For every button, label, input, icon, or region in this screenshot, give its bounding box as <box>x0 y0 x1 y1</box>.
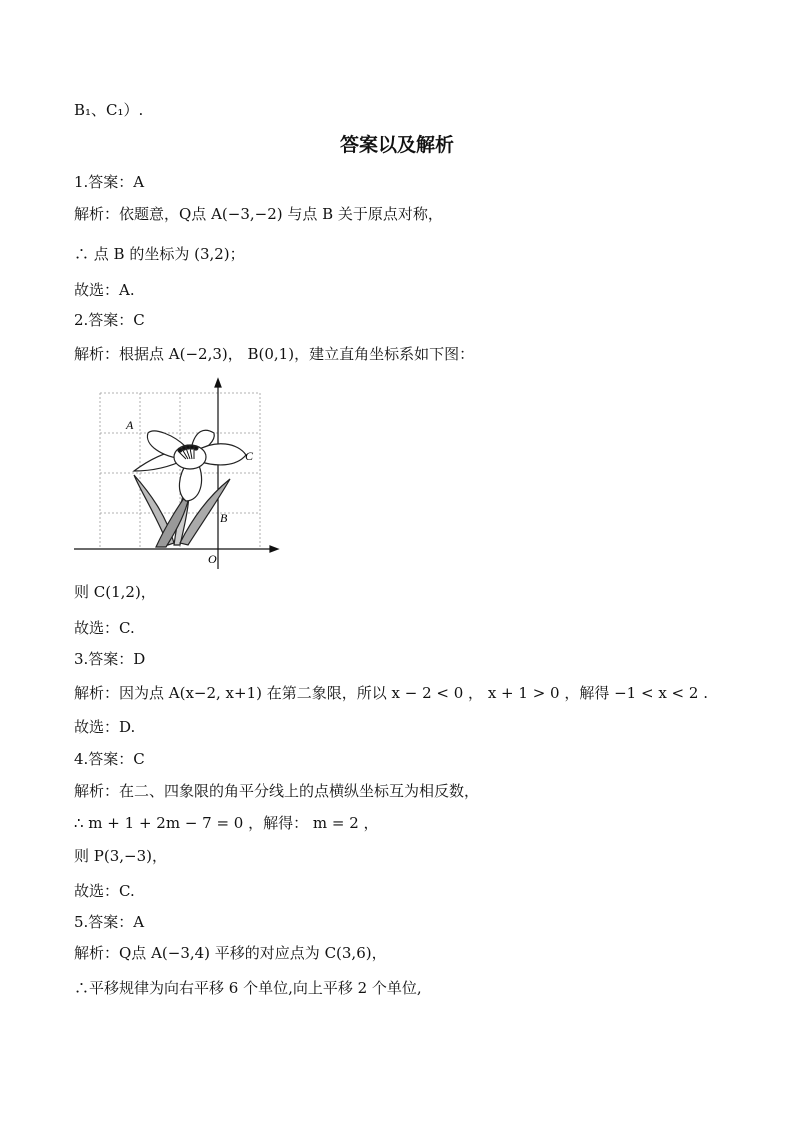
answer-5-analysis: 解析：Q点 A(−3,4) 平移的对应点为 C(3,6)， <box>74 944 387 962</box>
origin-label-o: O <box>208 552 217 566</box>
answer-5-translation-rule: ∴平移规律为向右平移 6 个单位,向上平移 2 个单位, <box>74 979 422 997</box>
answer-3-choice: 故选：D. <box>74 718 136 736</box>
answer-1-analysis: 解析：依题意，Q点 A(−3,−2) 与点 B 关于原点对称， <box>74 205 443 223</box>
answer-3-analysis: 解析：因为点 A(x−2, x+1) 在第二象限，所以 x − 2 < 0 ， x + 1 > 0 ，解得 −1 < x < 2 . <box>74 684 708 702</box>
point-label-b: B <box>220 511 228 525</box>
flower-trumpet <box>174 445 206 469</box>
text-line-prev-answer-tail: B₁、C₁）. <box>74 101 144 119</box>
answer-1-choice: 故选：A. <box>74 281 135 299</box>
section-title: 答案以及解析 <box>339 134 454 156</box>
answer-2-conclusion: 则 C(1,2)， <box>74 583 156 601</box>
point-label-a: A <box>126 418 134 432</box>
coordinate-flower-figure <box>70 375 282 575</box>
flower-diagram <box>70 375 282 575</box>
answer-4-conclusion: 则 P(3,−3)， <box>74 847 167 865</box>
answer-3-header: 3.答案：D <box>74 650 146 668</box>
answer-4-choice: 故选：C. <box>74 882 135 900</box>
point-label-c: C <box>245 449 254 463</box>
answer-2-analysis: 解析：根据点 A(−2,3)， B(0,1)，建立直角坐标系如下图： <box>74 345 475 363</box>
answer-1-conclusion: ∴ 点 B 的坐标为 (3,2)； <box>74 245 245 263</box>
answer-5-header: 5.答案：A <box>74 913 145 931</box>
answer-2-header: 2.答案：C <box>74 311 145 329</box>
answer-2-choice: 故选：C. <box>74 619 135 637</box>
answer-1-header: 1.答案：A <box>74 173 145 191</box>
answer-4-analysis: 解析：在二、四象限的角平分线上的点横纵坐标互为相反数， <box>74 782 480 800</box>
answer-4-header: 4.答案：C <box>74 750 145 768</box>
answer-4-equation: ∴ m + 1 + 2m − 7 = 0 ，解得： m = 2 ， <box>74 814 379 832</box>
